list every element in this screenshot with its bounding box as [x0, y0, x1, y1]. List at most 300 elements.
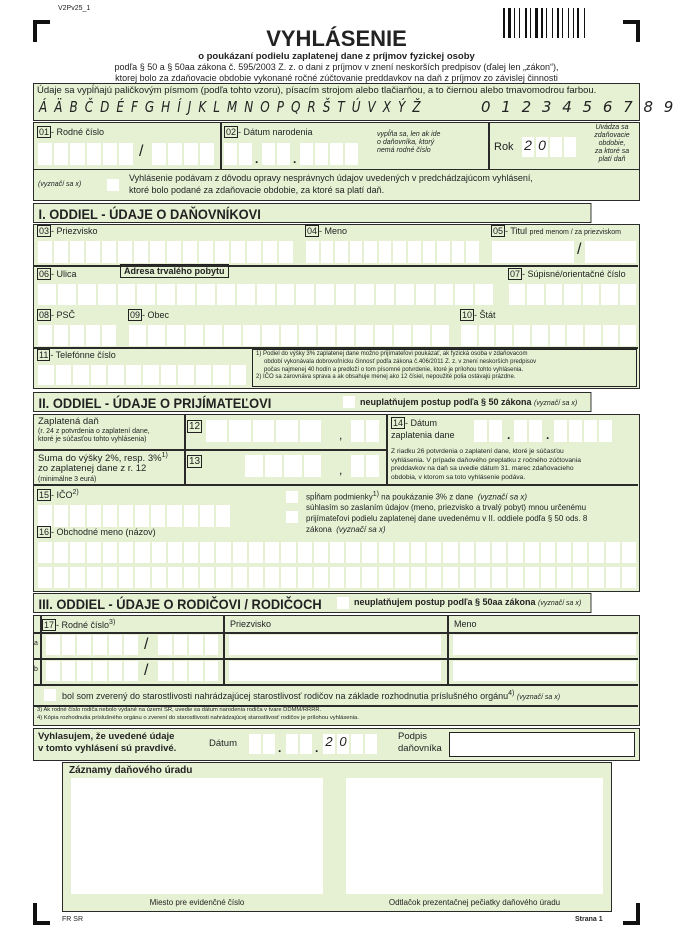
comb-cell[interactable] — [118, 241, 132, 263]
comb-cell[interactable] — [375, 325, 392, 346]
comb-cell[interactable] — [118, 284, 136, 305]
comb-cell[interactable] — [151, 505, 165, 527]
comb-cell[interactable] — [489, 420, 502, 442]
comb-cell[interactable] — [38, 542, 52, 563]
comb-cell[interactable] — [364, 241, 377, 263]
comb-cell[interactable] — [321, 241, 334, 263]
parent-b-name-input[interactable] — [453, 661, 636, 681]
comb-cell[interactable] — [215, 241, 229, 263]
comb-cell[interactable] — [452, 241, 465, 263]
parent-b-surname-input[interactable] — [229, 661, 441, 681]
comb-cell[interactable] — [91, 365, 107, 385]
comb-cell[interactable] — [93, 635, 107, 655]
comb-cell[interactable] — [87, 542, 101, 563]
comb-cell[interactable] — [350, 241, 363, 263]
birth-day-input[interactable] — [224, 143, 252, 165]
comb-cell[interactable] — [77, 635, 91, 655]
comb-cell[interactable] — [436, 284, 454, 305]
comb-cell[interactable] — [102, 325, 116, 346]
comb-cell[interactable] — [601, 284, 617, 305]
comb-cell[interactable] — [186, 325, 203, 346]
comb-cell[interactable] — [475, 284, 493, 305]
comb-cell[interactable] — [330, 143, 343, 165]
comb-cell[interactable] — [460, 542, 474, 563]
comb-cell[interactable] — [546, 284, 562, 305]
comb-cell[interactable] — [135, 505, 149, 527]
comb-cell[interactable] — [134, 241, 148, 263]
comb-cell[interactable] — [143, 365, 159, 385]
comb-cell[interactable] — [216, 542, 230, 563]
birth-month-input[interactable] — [262, 143, 290, 165]
ico-input[interactable] — [38, 505, 230, 527]
comb-cell[interactable] — [351, 455, 364, 477]
comb-cell[interactable] — [337, 325, 354, 346]
comb-cell[interactable] — [318, 325, 335, 346]
comb-cell[interactable] — [300, 420, 321, 442]
business-name-input-2[interactable] — [38, 567, 636, 588]
comb-cell[interactable] — [135, 567, 149, 588]
comb-cell[interactable] — [411, 567, 425, 588]
comb-cell[interactable] — [124, 635, 138, 655]
comb-cell[interactable] — [200, 567, 214, 588]
comb-cell[interactable] — [460, 567, 474, 588]
comb-cell[interactable] — [77, 661, 91, 681]
comb-cell[interactable] — [514, 420, 527, 442]
comb-cell[interactable] — [205, 661, 219, 681]
comb-cell[interactable] — [541, 567, 555, 588]
consent-checkbox[interactable] — [286, 511, 298, 523]
comb-cell[interactable] — [314, 542, 328, 563]
comb-cell[interactable] — [109, 661, 123, 681]
comb-cell[interactable] — [199, 241, 213, 263]
comb-cell[interactable] — [184, 542, 198, 563]
comb-cell[interactable] — [603, 325, 619, 346]
comb-cell[interactable] — [233, 567, 247, 588]
signature-field[interactable] — [449, 732, 635, 757]
comb-cell[interactable] — [508, 542, 522, 563]
comb-cell[interactable] — [589, 542, 603, 563]
comb-cell[interactable] — [529, 420, 542, 442]
comb-cell[interactable] — [78, 284, 96, 305]
comb-cell[interactable] — [263, 241, 277, 263]
payment-month-input[interactable] — [514, 420, 542, 442]
comb-cell[interactable] — [277, 284, 295, 305]
comb-cell[interactable] — [233, 542, 247, 563]
comb-cell[interactable] — [189, 635, 203, 655]
comb-cell[interactable] — [306, 241, 319, 263]
comb-cell[interactable] — [476, 567, 490, 588]
comb-cell[interactable] — [56, 365, 72, 385]
comb-cell[interactable] — [73, 365, 89, 385]
comb-cell[interactable] — [103, 567, 117, 588]
comb-cell[interactable] — [365, 734, 377, 754]
comb-cell[interactable] — [573, 567, 587, 588]
declaration-day-input[interactable] — [249, 734, 275, 754]
comb-cell[interactable] — [379, 567, 393, 588]
comb-cell[interactable] — [54, 143, 68, 165]
comb-cell[interactable] — [277, 143, 290, 165]
comb-cell[interactable] — [70, 542, 84, 563]
comb-cell[interactable] — [606, 567, 620, 588]
comb-cell[interactable] — [119, 143, 133, 165]
comb-cell[interactable] — [356, 284, 374, 305]
comb-cell[interactable] — [70, 505, 84, 527]
comb-cell[interactable] — [237, 284, 255, 305]
comb-cell[interactable] — [564, 284, 580, 305]
comb-cell[interactable] — [413, 325, 430, 346]
comb-cell[interactable] — [281, 325, 298, 346]
comb-cell[interactable] — [46, 635, 60, 655]
comb-cell[interactable] — [167, 241, 181, 263]
parent-b-birth-number-1[interactable] — [46, 661, 138, 681]
comb-cell[interactable] — [263, 734, 275, 754]
comb-cell[interactable] — [200, 505, 214, 527]
comb-cell[interactable] — [262, 143, 275, 165]
comb-cell[interactable] — [213, 365, 229, 385]
comb-cell[interactable] — [152, 143, 166, 165]
comb-cell[interactable] — [584, 420, 597, 442]
comb-cell[interactable] — [152, 542, 166, 563]
postcode-input[interactable] — [38, 325, 116, 346]
parent-a-surname-input[interactable] — [229, 635, 441, 655]
comb-cell[interactable] — [265, 567, 279, 588]
comb-cell[interactable] — [257, 284, 275, 305]
parent-a-birth-number-1[interactable] — [46, 635, 138, 655]
comb-cell[interactable] — [606, 542, 620, 563]
comb-cell[interactable] — [622, 542, 636, 563]
comb-cell[interactable] — [103, 505, 117, 527]
house-number-input[interactable] — [509, 284, 636, 305]
section-3-optout-checkbox[interactable] — [337, 597, 349, 609]
comb-cell[interactable] — [93, 661, 107, 681]
parent-a-birth-number-2[interactable] — [158, 635, 218, 655]
birth-year-input[interactable] — [300, 143, 358, 165]
comb-cell[interactable] — [231, 365, 247, 385]
comb-cell[interactable] — [184, 143, 198, 165]
comb-cell[interactable] — [395, 542, 409, 563]
comb-cell[interactable] — [167, 505, 181, 527]
comb-cell[interactable] — [554, 420, 567, 442]
comb-cell[interactable] — [229, 420, 250, 442]
comb-cell[interactable] — [362, 567, 376, 588]
comb-cell[interactable] — [243, 325, 260, 346]
comb-cell[interactable] — [109, 635, 123, 655]
comb-cell[interactable] — [265, 542, 279, 563]
comb-cell[interactable] — [527, 284, 543, 305]
comb-cell[interactable] — [224, 143, 237, 165]
comb-cell[interactable] — [253, 420, 274, 442]
comb-cell[interactable] — [54, 567, 68, 588]
comb-cell[interactable] — [557, 542, 571, 563]
comb-cell[interactable] — [217, 284, 235, 305]
comb-cell[interactable] — [541, 542, 555, 563]
declaration-year-input[interactable] — [351, 734, 377, 754]
comb-cell[interactable] — [86, 325, 100, 346]
comb-cell[interactable] — [58, 284, 76, 305]
comb-cell[interactable] — [54, 542, 68, 563]
phone-input[interactable] — [38, 365, 246, 385]
comb-cell[interactable] — [137, 284, 155, 305]
title-after-input[interactable] — [585, 241, 636, 263]
comb-cell[interactable] — [38, 241, 52, 263]
comb-cell[interactable] — [157, 284, 175, 305]
comb-cell[interactable] — [599, 420, 612, 442]
comb-cell[interactable] — [167, 325, 184, 346]
comb-cell[interactable] — [196, 365, 212, 385]
comb-cell[interactable] — [158, 661, 172, 681]
comb-cell[interactable] — [265, 455, 283, 477]
comb-cell[interactable] — [416, 284, 434, 305]
comb-cell[interactable] — [70, 241, 84, 263]
comb-cell[interactable] — [573, 542, 587, 563]
comb-cell[interactable] — [620, 284, 636, 305]
comb-cell[interactable] — [177, 284, 195, 305]
comb-cell[interactable] — [620, 325, 636, 346]
year-input[interactable] — [550, 137, 576, 157]
comb-cell[interactable] — [119, 542, 133, 563]
comb-cell[interactable] — [119, 567, 133, 588]
comb-cell[interactable] — [443, 542, 457, 563]
comb-cell[interactable] — [346, 542, 360, 563]
comb-cell[interactable] — [119, 505, 133, 527]
comb-cell[interactable] — [148, 325, 165, 346]
comb-cell[interactable] — [103, 542, 117, 563]
comb-cell[interactable] — [98, 284, 116, 305]
comb-cell[interactable] — [231, 241, 245, 263]
title-before-input[interactable] — [492, 241, 574, 263]
comb-cell[interactable] — [129, 325, 146, 346]
comb-cell[interactable] — [239, 143, 252, 165]
birth-number-input-2[interactable] — [152, 143, 214, 165]
declaration-month-input[interactable] — [286, 734, 312, 754]
comb-cell[interactable] — [411, 542, 425, 563]
comb-cell[interactable] — [474, 420, 487, 442]
comb-cell[interactable] — [346, 567, 360, 588]
comb-cell[interactable] — [300, 734, 312, 754]
birth-number-input-1[interactable] — [38, 143, 133, 165]
comb-cell[interactable] — [394, 325, 411, 346]
comb-cell[interactable] — [70, 143, 84, 165]
comb-cell[interactable] — [443, 567, 457, 588]
comb-cell[interactable] — [178, 365, 194, 385]
comb-cell[interactable] — [362, 542, 376, 563]
comb-cell[interactable] — [466, 241, 479, 263]
comb-cell[interactable] — [102, 241, 116, 263]
comb-cell[interactable] — [461, 325, 477, 346]
comb-cell[interactable] — [135, 542, 149, 563]
comb-cell[interactable] — [585, 325, 601, 346]
comb-cell[interactable] — [103, 143, 117, 165]
comb-cell[interactable] — [86, 241, 100, 263]
comb-cell[interactable] — [249, 542, 263, 563]
comb-cell[interactable] — [496, 325, 512, 346]
comb-cell[interactable] — [492, 567, 506, 588]
comb-cell[interactable] — [622, 567, 636, 588]
comb-cell[interactable] — [298, 542, 312, 563]
comb-cell[interactable] — [514, 325, 530, 346]
comb-cell[interactable] — [455, 284, 473, 305]
comb-cell[interactable] — [216, 567, 230, 588]
paid-tax-cents-input[interactable] — [351, 420, 379, 442]
comb-cell[interactable] — [356, 325, 373, 346]
comb-cell[interactable] — [427, 542, 441, 563]
comb-cell[interactable] — [525, 542, 539, 563]
comb-cell[interactable] — [509, 284, 525, 305]
conditions-checkbox[interactable] — [286, 491, 298, 503]
comb-cell[interactable] — [262, 325, 279, 346]
comb-cell[interactable] — [168, 567, 182, 588]
comb-cell[interactable] — [174, 635, 188, 655]
comb-cell[interactable] — [300, 143, 313, 165]
payment-year-input[interactable] — [554, 420, 612, 442]
comb-cell[interactable] — [366, 455, 379, 477]
comb-cell[interactable] — [87, 143, 101, 165]
comb-cell[interactable] — [38, 365, 54, 385]
comb-cell[interactable] — [564, 137, 576, 157]
comb-cell[interactable] — [408, 241, 421, 263]
comb-cell[interactable] — [216, 505, 230, 527]
comb-cell[interactable] — [345, 143, 358, 165]
parent-a-name-input[interactable] — [453, 635, 636, 655]
comb-cell[interactable] — [279, 241, 293, 263]
comb-cell[interactable] — [569, 420, 582, 442]
comb-cell[interactable] — [315, 143, 328, 165]
comb-cell[interactable] — [335, 241, 348, 263]
comb-cell[interactable] — [247, 241, 261, 263]
paid-tax-input[interactable] — [206, 420, 321, 442]
comb-cell[interactable] — [245, 455, 263, 477]
comb-cell[interactable] — [330, 567, 344, 588]
comb-cell[interactable] — [205, 325, 222, 346]
comb-cell[interactable] — [492, 542, 506, 563]
comb-cell[interactable] — [150, 241, 164, 263]
comb-cell[interactable] — [550, 137, 562, 157]
comb-cell[interactable] — [206, 420, 227, 442]
amount-cents-input[interactable] — [351, 455, 379, 477]
comb-cell[interactable] — [38, 505, 52, 527]
comb-cell[interactable] — [298, 567, 312, 588]
street-input[interactable] — [38, 284, 493, 305]
comb-cell[interactable] — [557, 567, 571, 588]
comb-cell[interactable] — [168, 542, 182, 563]
comb-cell[interactable] — [38, 143, 52, 165]
comb-cell[interactable] — [314, 567, 328, 588]
comb-cell[interactable] — [276, 420, 297, 442]
comb-cell[interactable] — [351, 420, 364, 442]
comb-cell[interactable] — [54, 325, 68, 346]
surname-input[interactable] — [38, 241, 293, 263]
comb-cell[interactable] — [205, 635, 219, 655]
comb-cell[interactable] — [54, 241, 68, 263]
comb-cell[interactable] — [87, 505, 101, 527]
comb-cell[interactable] — [197, 284, 215, 305]
comb-cell[interactable] — [393, 241, 406, 263]
field-number: 06 — [39, 269, 50, 279]
comb-cell[interactable] — [168, 143, 182, 165]
comb-cell[interactable] — [395, 567, 409, 588]
comb-cell[interactable] — [379, 542, 393, 563]
comb-cell[interactable] — [437, 241, 450, 263]
comb-cell[interactable] — [183, 241, 197, 263]
comb-cell[interactable] — [316, 284, 334, 305]
comb-cell[interactable] — [174, 661, 188, 681]
comb-cell[interactable] — [550, 325, 566, 346]
comb-cell[interactable] — [304, 455, 322, 477]
parent-b-birth-number-2[interactable] — [158, 661, 218, 681]
comb-cell[interactable] — [567, 325, 583, 346]
comb-cell[interactable] — [525, 567, 539, 588]
comb-cell[interactable] — [124, 661, 138, 681]
city-input[interactable] — [129, 325, 449, 346]
comb-cell[interactable] — [62, 661, 76, 681]
comb-cell[interactable] — [70, 567, 84, 588]
first-name-input[interactable] — [306, 241, 479, 263]
comb-cell[interactable] — [299, 325, 316, 346]
comb-cell[interactable] — [249, 567, 263, 588]
comb-cell[interactable] — [376, 284, 394, 305]
comb-cell[interactable] — [476, 542, 490, 563]
comb-cell[interactable] — [126, 365, 142, 385]
amount-input[interactable] — [245, 455, 321, 477]
comb-cell[interactable] — [427, 567, 441, 588]
comb-cell[interactable] — [281, 567, 295, 588]
payment-day-input[interactable] — [474, 420, 502, 442]
comb-cell[interactable] — [532, 325, 548, 346]
section-2-optout-checkbox[interactable] — [343, 396, 355, 408]
correction-checkbox[interactable] — [107, 179, 119, 191]
comb-cell[interactable] — [200, 542, 214, 563]
comb-cell[interactable] — [70, 325, 84, 346]
comb-cell[interactable] — [508, 567, 522, 588]
comb-cell[interactable] — [38, 325, 52, 346]
comb-cell[interactable] — [200, 143, 214, 165]
comb-cell[interactable] — [366, 420, 379, 442]
comb-cell[interactable] — [379, 241, 392, 263]
business-name-input-1[interactable] — [38, 542, 636, 563]
comb-cell[interactable] — [351, 734, 363, 754]
comb-cell[interactable] — [296, 284, 314, 305]
comb-cell[interactable] — [249, 734, 261, 754]
comb-cell[interactable] — [38, 567, 52, 588]
comb-cell[interactable] — [281, 542, 295, 563]
comb-cell[interactable] — [184, 567, 198, 588]
comb-cell[interactable] — [479, 325, 495, 346]
comb-cell[interactable] — [286, 734, 298, 754]
comb-cell[interactable] — [152, 567, 166, 588]
comb-cell[interactable] — [87, 567, 101, 588]
comb-cell[interactable] — [184, 505, 198, 527]
comb-cell[interactable] — [38, 284, 56, 305]
comb-cell[interactable] — [158, 635, 172, 655]
comb-cell[interactable] — [330, 542, 344, 563]
comb-cell[interactable] — [284, 455, 302, 477]
comb-cell[interactable] — [46, 661, 60, 681]
comb-cell[interactable] — [189, 661, 203, 681]
comb-cell[interactable] — [396, 284, 414, 305]
comb-cell[interactable] — [108, 365, 124, 385]
comb-cell[interactable] — [336, 284, 354, 305]
comb-cell[interactable] — [423, 241, 436, 263]
comb-cell[interactable] — [161, 365, 177, 385]
comb-cell[interactable] — [589, 567, 603, 588]
country-input[interactable] — [461, 325, 636, 346]
custody-checkbox[interactable] — [44, 689, 56, 701]
comb-cell[interactable] — [62, 635, 76, 655]
comb-cell[interactable] — [583, 284, 599, 305]
comb-cell[interactable] — [224, 325, 241, 346]
comb-cell[interactable] — [54, 505, 68, 527]
comb-cell[interactable] — [432, 325, 449, 346]
